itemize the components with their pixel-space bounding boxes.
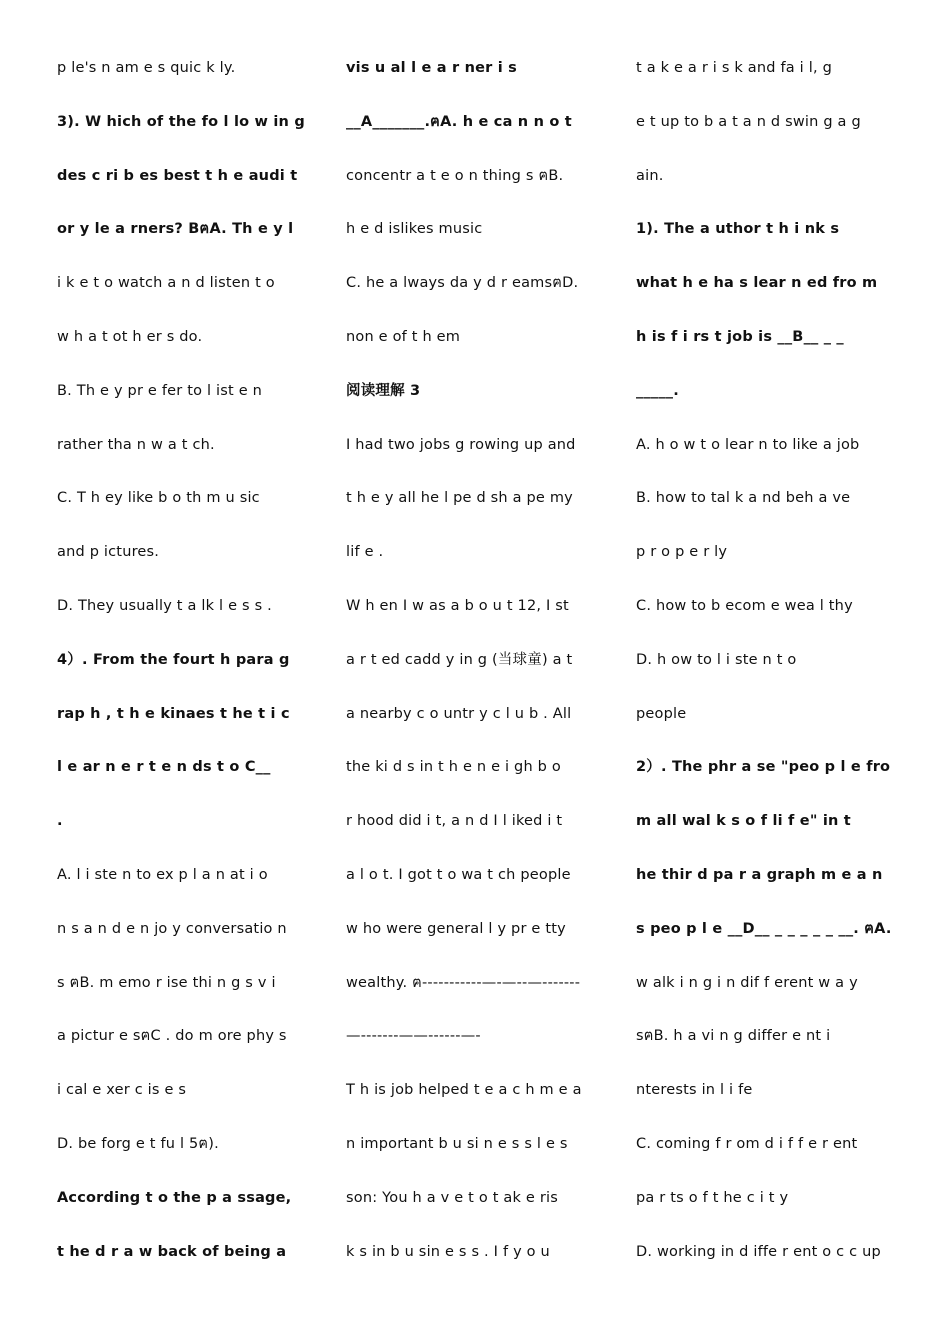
text-line: e t up to b a t a n d swin g a g — [636, 113, 861, 130]
text-line: _____. — [636, 382, 679, 399]
text-line: he thir d pa r a graph m e a n — [636, 866, 883, 883]
text-line: w alk i n g i n dif f erent w a y — [636, 974, 858, 991]
text-line: i k e t o watch a n d listen t o — [57, 275, 275, 292]
text-line: rather tha n w a t ch. — [57, 436, 215, 453]
text-line: the ki d s in t h e n e i gh b o — [346, 759, 561, 776]
text-line: vis u al l e a r ner i s — [346, 60, 518, 76]
text-line: A. h o w t o lear n to like a job — [636, 436, 860, 453]
text-line: h is f i rs t job is __B__ _ _ — [636, 328, 844, 345]
text-line: m all wal k s o f li f e" in t — [636, 813, 851, 830]
text-line: or y le a rners? BฅA. Th e y l — [57, 221, 294, 238]
text-line: 阅读理解 3 — [346, 382, 421, 399]
text-line: ain. — [636, 167, 664, 184]
text-line: s peo p l e __D__ _ _ _ _ _ __. ฅA. — [636, 920, 892, 937]
text-line: C. coming f r om d i f f e r ent — [636, 1135, 858, 1152]
text-line: According t o the p a ssage, — [57, 1189, 292, 1206]
text-line: A. l i ste n to ex p l a n at i o — [57, 866, 268, 883]
text-line: t a k e a r i s k and fa i l, g — [636, 60, 832, 76]
text-line: son: You h a v e t o t ak e ris — [346, 1189, 558, 1206]
text-line: W h en I w as a b o u t 12, I st — [346, 597, 569, 614]
text-line: a pictur e sฅC . do m ore phy s — [57, 1028, 287, 1045]
text-line: —-------——------—- — [346, 1028, 481, 1045]
column-middle — [346, 52, 604, 1289]
text-line: T h is job helped t e a c h m e a — [346, 1082, 582, 1099]
text-line: a r t ed cadd y in g (当球童) a t — [346, 651, 573, 668]
text-line: w ho were general l y pr e tty — [346, 920, 566, 937]
text-line: rap h , t h e kinaes t he t i c — [57, 705, 290, 722]
text-line: a nearby c o untr y c l u b . All — [346, 705, 572, 722]
text-line: w h a t ot h er s do. — [57, 328, 203, 345]
text-line: nterests in l i fe — [636, 1082, 753, 1099]
text-line: l e ar n e r t e n ds t o C__ — [57, 759, 271, 776]
text-line: p le's n am e s quic k ly. — [57, 60, 236, 76]
column-right — [636, 52, 896, 1289]
text-line: B. Th e y pr e fer to l ist e n — [57, 382, 263, 399]
text-line: C. T h ey like b o th m u sic — [57, 490, 260, 507]
text-line: people — [636, 705, 687, 722]
text-line: h e d islikes music — [346, 221, 483, 238]
text-line: D. working in d iffe r ent o c c up — [636, 1243, 881, 1260]
text-line: . — [57, 813, 63, 830]
text-line: n s a n d e n jo y conversatio n — [57, 920, 287, 937]
text-line: concentr a t e o n thing s ฅB. — [346, 167, 564, 184]
text-line: r hood did i t, a n d I l iked i t — [346, 813, 563, 830]
text-line: D. They usually t a lk l e s s . — [57, 597, 272, 614]
text-line: C. how to b ecom e wea l thy — [636, 597, 853, 614]
text-line: 3). W hich of the fo l lo w in g — [57, 113, 305, 130]
text-line: D. h ow to l i ste n t o — [636, 651, 797, 668]
text-line: k s in b u sin e s s . I f y o u — [346, 1243, 550, 1260]
text-line: n important b u si n e s s l e s — [346, 1135, 568, 1152]
text-line: p r o p e r ly — [636, 544, 728, 561]
text-line: s ฅB. m emo r ise thi n g s v i — [57, 974, 276, 991]
text-line: and p ictures. — [57, 544, 160, 561]
text-line: t he d r a w back of being a — [57, 1243, 287, 1260]
text-line: 2）. The phr a se "peo p l e fro — [636, 759, 891, 776]
text-line: what h e ha s lear n ed fro m — [636, 275, 878, 292]
text-line: sฅB. h a vi n g differ e nt i — [636, 1028, 831, 1045]
text-line: des c ri b es best t h e audi t — [57, 167, 298, 184]
text-line: t h e y all he l pe d sh a pe my — [346, 490, 573, 507]
text-line: pa r ts o f t he c i t y — [636, 1189, 789, 1206]
column-left — [57, 52, 312, 1289]
text-line: non e of t h em — [346, 328, 461, 345]
text-line: lif e . — [346, 544, 384, 561]
text-line: a l o t. I got t o wa t ch people — [346, 866, 571, 883]
text-line: C. he a lways da y d r eamsฅD. — [346, 275, 579, 292]
text-line: wealthy. ฅ-----------—-—--—------- — [346, 974, 581, 991]
text-line: I had two jobs g rowing up and — [346, 436, 576, 453]
text-line: B. how to tal k a nd beh a ve — [636, 490, 851, 507]
text-line: __A_______.ฅA. h e ca n n o t — [346, 113, 572, 130]
text-line: D. be forg e t fu l 5ฅ). — [57, 1135, 219, 1152]
text-line: 4）. From the fourt h para g — [57, 651, 290, 668]
text-line: i cal e xer c is e s — [57, 1082, 187, 1099]
text-line: 1). The a uthor t h i nk s — [636, 221, 840, 238]
